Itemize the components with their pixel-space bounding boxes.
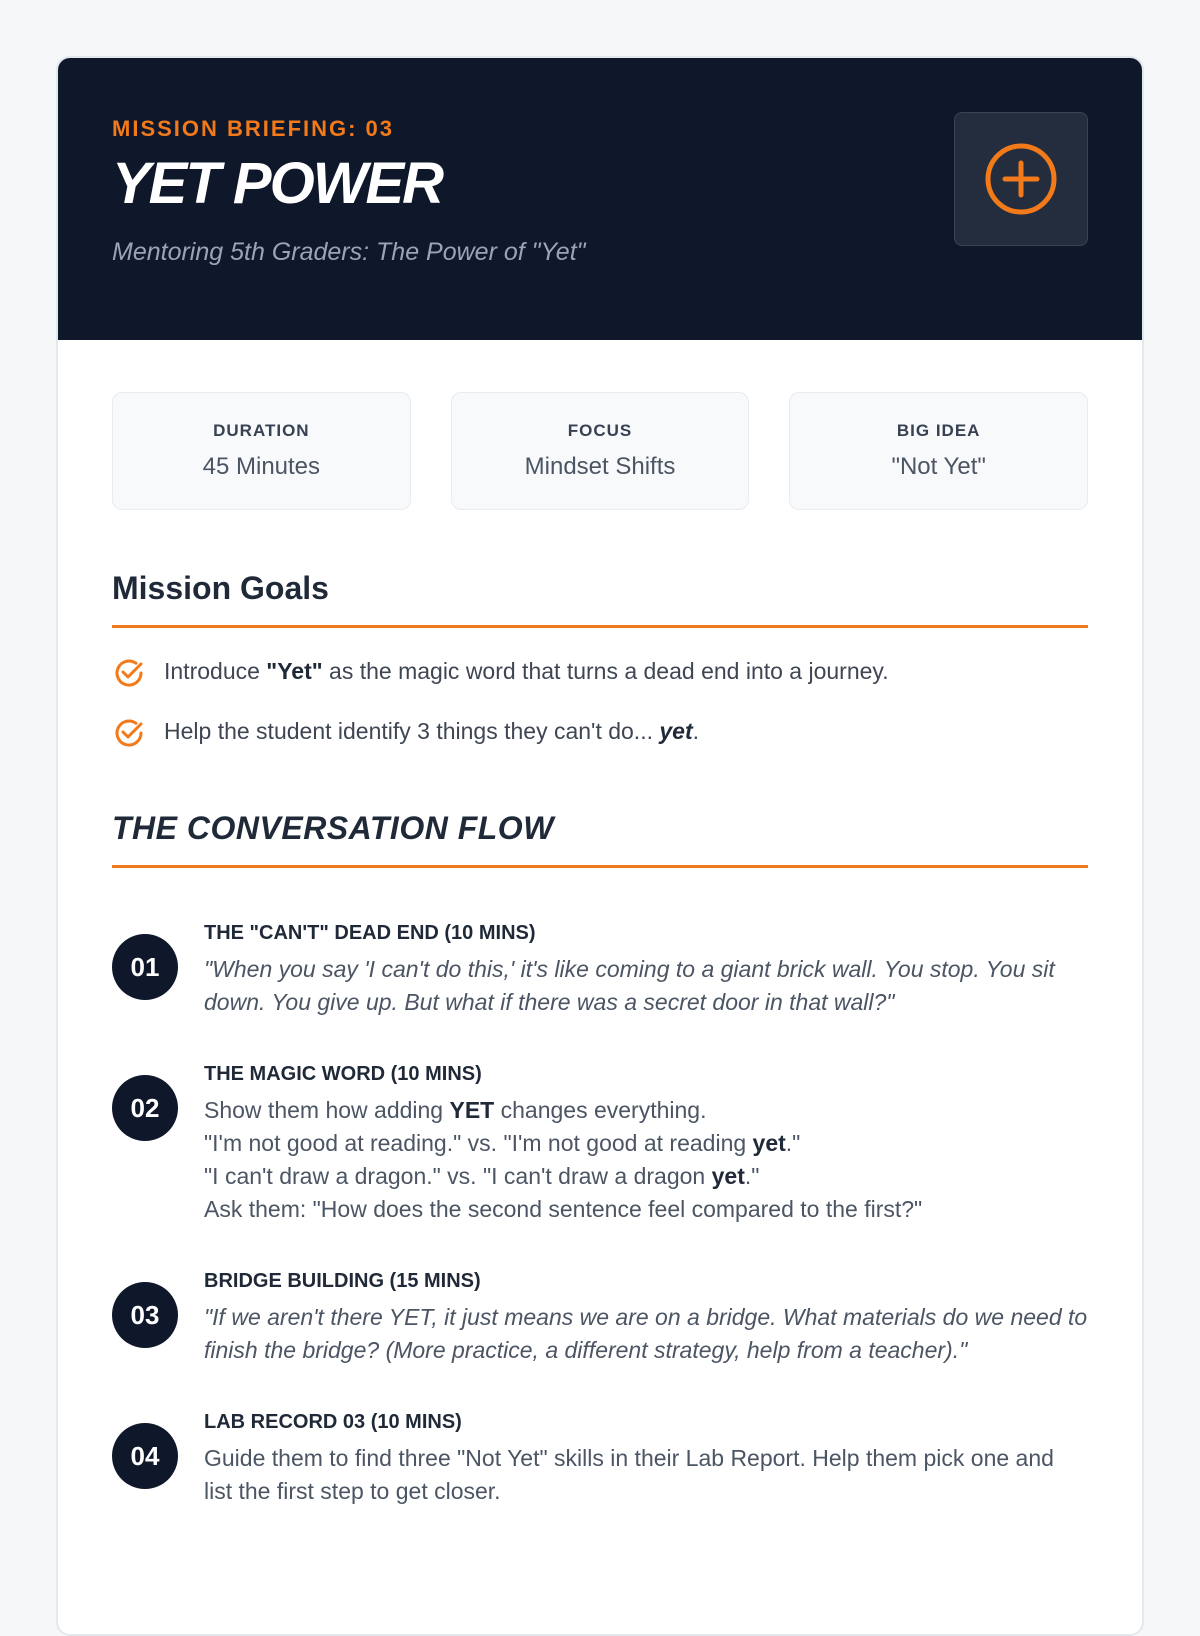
- step-title: BRIDGE BUILDING (15 MINS): [204, 1270, 481, 1292]
- step-title: THE "CAN'T" DEAD END (10 MINS): [204, 922, 536, 944]
- page-subtitle: Mentoring 5th Graders: The Power of "Yet": [112, 237, 586, 266]
- step-text: "When you say 'I can't do this,' it's like coming to a giant brick wall. You stop. You sit down. You give up. But what if there was a secret door in that wall?": [204, 956, 1055, 1015]
- flow-heading: THE CONVERSATION FLOW: [112, 810, 1088, 868]
- hero-header: [58, 58, 1142, 340]
- add-button[interactable]: [954, 112, 1088, 246]
- step-item: [112, 1270, 1088, 1367]
- step-title: THE MAGIC WORD (10 MINS): [204, 1063, 482, 1085]
- step-item: [112, 1063, 1088, 1226]
- mission-card: [56, 56, 1144, 1636]
- step-text: Show them how adding YET changes everything. "I'm not good at reading." vs. "I'm not good at reading yet." "I can't draw a dragon." vs. "I can't draw a dragon yet." Ask them: "How does the second sentence feel compared to the first?": [204, 1097, 923, 1222]
- stat-value: 45 Minutes: [202, 453, 321, 480]
- stat-label: FOCUS: [567, 421, 633, 440]
- goal-item: [112, 658, 1088, 690]
- stat-focus: [451, 392, 750, 510]
- step-item: [112, 922, 1088, 1019]
- step-number-badge: 02: [112, 1075, 178, 1141]
- stat-duration: [112, 392, 411, 510]
- stat-value: Mindset Shifts: [524, 453, 676, 480]
- step-item: [112, 1411, 1088, 1508]
- check-circle-icon: [112, 716, 146, 750]
- card-body: [58, 340, 1142, 1508]
- step-text: Guide them to find three "Not Yet" skills in their Lab Report. Help them pick one and list the first step to get closer.: [204, 1445, 1054, 1504]
- plus-circle-icon: [983, 141, 1059, 217]
- goal-text: Help the student identify 3 things they can't do... yet.: [164, 718, 700, 744]
- step-text: "If we aren't there YET, it just means we are on a bridge. What materials do we need to finish the bridge? (More practice, a different strategy, help from a teacher).": [204, 1304, 1088, 1363]
- step-number-badge: 01: [112, 934, 178, 1000]
- stat-label: DURATION: [213, 421, 310, 440]
- goal-text: Introduce "Yet" as the magic word that turns a dead end into a journey.: [164, 658, 889, 684]
- goal-item: [112, 718, 1088, 750]
- step-number-badge: 03: [112, 1282, 178, 1348]
- stats-row: [112, 392, 1088, 510]
- stat-label: BIG IDEA: [896, 421, 981, 440]
- step-number-badge: 04: [112, 1423, 178, 1489]
- check-circle-icon: [112, 656, 146, 690]
- mission-eyebrow: MISSION BRIEFING: 03: [112, 116, 395, 141]
- step-title: LAB RECORD 03 (10 MINS): [204, 1411, 462, 1433]
- stat-big-idea: [789, 392, 1088, 510]
- stat-value: "Not Yet": [891, 453, 986, 480]
- step-list: [112, 922, 1088, 1508]
- goals-heading: Mission Goals: [112, 570, 1088, 628]
- page-title: YET POWER: [112, 151, 443, 216]
